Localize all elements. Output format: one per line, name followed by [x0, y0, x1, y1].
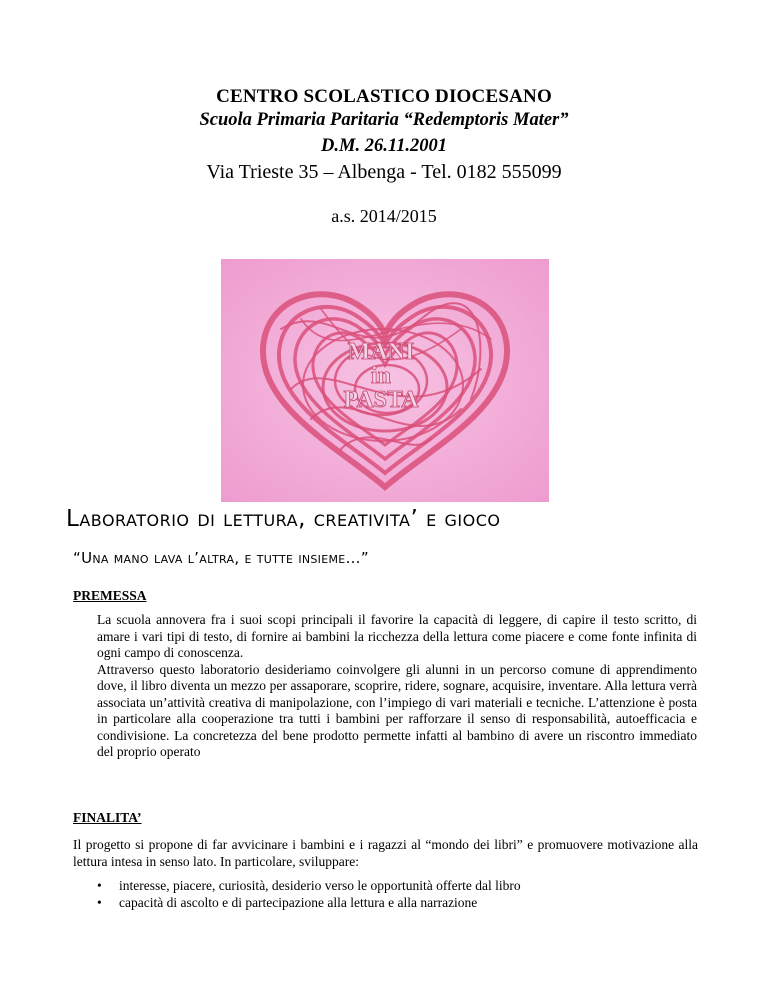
premessa-heading: PREMESSA — [73, 588, 147, 603]
bullet-icon: • — [97, 878, 102, 893]
mani-in-pasta-logo — [221, 259, 549, 502]
bullet-icon: • — [97, 894, 102, 910]
laboratory-title: Laboratorio di lettura, creativita’ e gioco — [66, 506, 501, 532]
list-item-text: capacità di ascolto e di partecipazione alla lettura e alla narrazione — [119, 894, 478, 910]
finalita-heading: FINALITA’ — [73, 810, 142, 825]
list-item — [97, 878, 697, 895]
logo-text-line1: MANI — [347, 339, 415, 365]
school-name: Scuola Primaria Paritaria “Redemptoris Mater” — [199, 110, 569, 130]
list-item — [97, 895, 697, 912]
premessa-text: La scuola annovera fra i suoi scopi principali il favorire la capacità di leggere, di capire il testo scritto, di amare i vari tipi di testo, di fornire ai bambini la ricchezza della lettura come piacere e come fonte infinita di ogni campo di conoscenza. Attraverso questo laboratorio desideriamo coinvolgere gli alunni in un percorso comune di apprendimento dove, il libro diventa un mezzo per assaporare, scoprire, ridere, sognare, acquisire, inventare. Alla lettura verrà associata un’attività creativa di manipolazione, con l’impiego di vari materiali e tecniche. L’attenzione è posta in particolare alla cooperazione tra tutti i bambini per rafforzare il senso di responsabilità, autoefficacia e condivisione. La concretezza del bene prodotto permette infatti al bambino di avere un riscontro immediato del proprio operato — [97, 612, 697, 759]
school-address: Via Trieste 35 – Albenga - Tel. 0182 555099 — [206, 161, 562, 183]
finalita-bullet-list — [97, 878, 697, 911]
logo-text-line3: PASTA — [343, 387, 419, 413]
decree-number: D.M. 26.11.2001 — [321, 136, 447, 156]
logo-text-line2: in — [370, 363, 392, 389]
school-year: a.s. 2014/2015 — [331, 206, 437, 226]
finalita-text: Il progetto si propone di far avvicinare i bambini e i ragazzi al “mondo dei libri” e promuovere motivazione alla lettura intesa in senso lato. In particolare, sviluppare: — [73, 837, 698, 869]
motto: “Una mano lava l’altra, e tutte insieme…” — [73, 549, 369, 567]
org-name: CENTRO SCOLASTICO DIOCESANO — [216, 86, 552, 107]
list-item-text: interesse, piacere, curiosità, desiderio verso le opportunità offerte dal libro — [119, 878, 521, 893]
heart-icon — [221, 259, 549, 502]
